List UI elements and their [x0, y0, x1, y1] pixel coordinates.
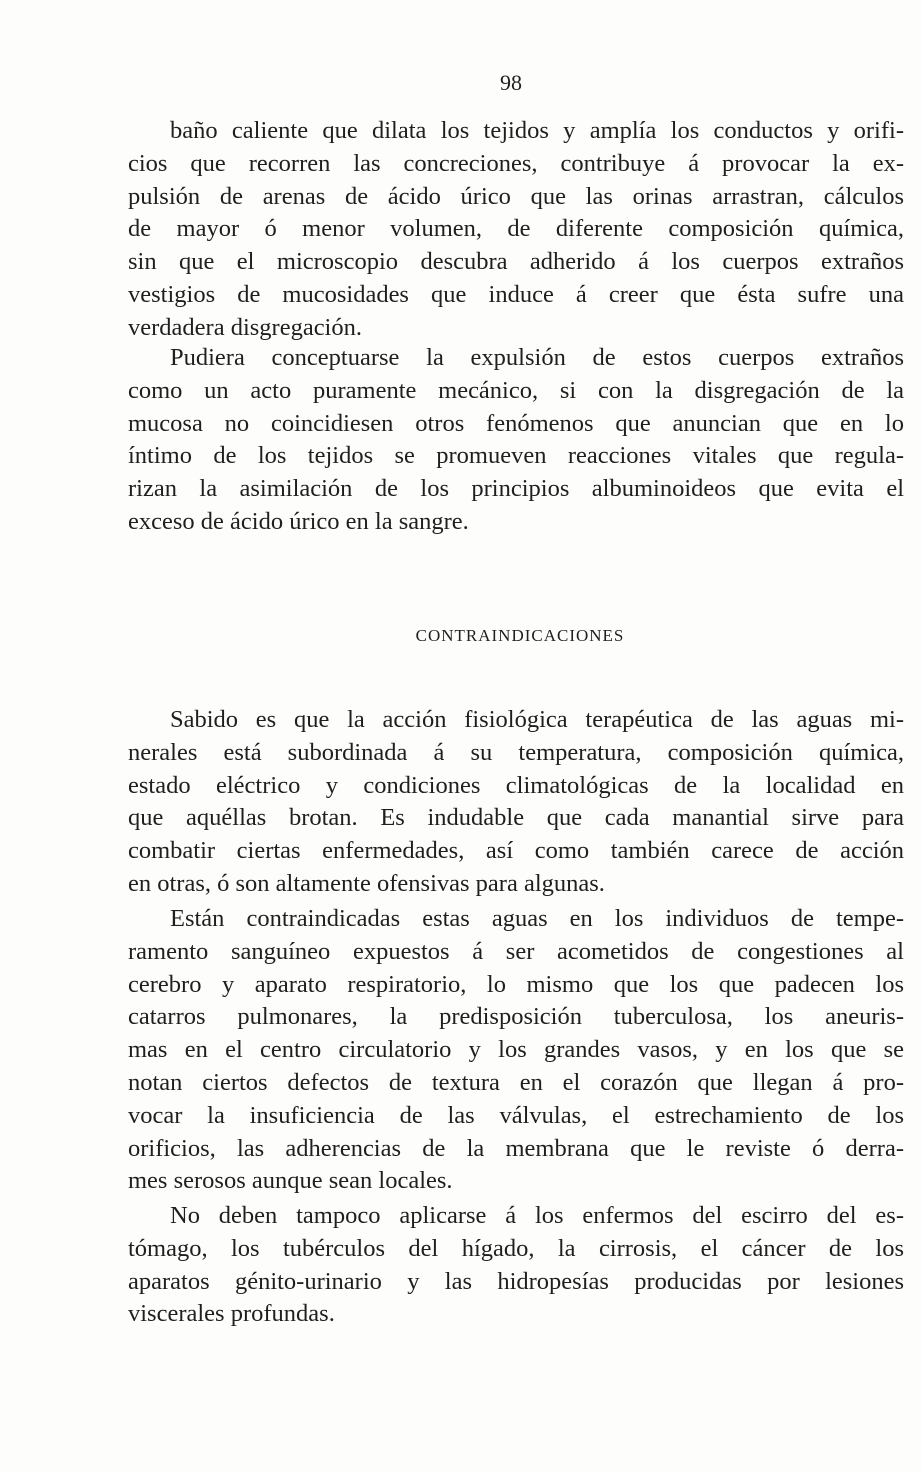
text-line: aparatos génito-urinario y las hidropesías producidas por lesiones [128, 1267, 904, 1295]
text-line: combatir ciertas enfermedades, así como también carece de acción [128, 837, 904, 865]
text-line: íntimo de los tejidos se promueven reacciones vitales que regula- [128, 442, 904, 470]
text-line: Sabido es que la acción fisiológica terapéutica de las aguas mi- [170, 706, 904, 733]
text-line: mas en el centro circulatorio y los grandes vasos, y en los que se [128, 1036, 904, 1064]
page-number: 98 [500, 70, 522, 95]
text-line: estado eléctrico y condiciones climatológicas de la localidad en [128, 771, 904, 799]
text-line: No deben tampoco aplicarse á los enfermos del escirro del es- [170, 1202, 904, 1229]
text-line: vocar la insuficiencia de las válvulas, el estrechamiento de los [128, 1101, 904, 1129]
text-line: mucosa no coincidiesen otros fenómenos que anuncian que en lo [128, 409, 904, 437]
text-line: catarros pulmonares, la predisposición tuberculosa, los aneuris- [128, 1003, 904, 1031]
text-line: que aquéllas brotan. Es indudable que cada manantial sirve para [128, 804, 904, 832]
text-line: sin que el microscopio descubra adherido á los cuerpos extraños [128, 248, 904, 276]
text-line: exceso de ácido úrico en la sangre. [128, 508, 469, 535]
text-line: pulsión de arenas de ácido úrico que las orinas arrastran, cálculos [128, 182, 904, 210]
text-line: nerales está subordinada á su temperatura, composición química, [128, 738, 904, 766]
text-line: como un acto puramente mecánico, si con la disgregación de la [128, 376, 904, 404]
text-line: rizan la asimilación de los principios albuminoideos que evita el [128, 475, 904, 503]
text-line: mes serosos aunque sean locales. [128, 1167, 453, 1195]
text-line: notan ciertos defectos de textura en el corazón que llegan á pro- [128, 1069, 904, 1096]
text-line: verdadera disgregación. [128, 313, 362, 341]
text-line: ramento sanguíneo expuestos á ser acometidos de congestiones al [128, 937, 904, 965]
text-line: de mayor ó menor volumen, de diferente composición química, [128, 215, 904, 243]
text-line: vestigios de mucosidades que induce á creer que ésta sufre una [128, 281, 904, 308]
text-line: baño caliente que dilata los tejidos y amplía los conductos y orifi- [170, 117, 904, 144]
text-line: Están contraindicadas estas aguas en los individuos de tempe- [170, 905, 904, 932]
text-line: en otras, ó son altamente ofensivas para algunas. [128, 870, 605, 897]
text-line: viscerales profundas. [128, 1300, 335, 1328]
text-line: orificios, las adherencias de la membrana que le reviste ó derra- [128, 1134, 904, 1162]
text-line: tómago, los tubérculos del hígado, la cirrosis, el cáncer de los [128, 1234, 904, 1262]
text-line: cios que recorren las concreciones, contribuye á provocar la ex- [128, 149, 904, 177]
text-line: Pudiera conceptuarse la expulsión de estos cuerpos extraños [170, 344, 904, 371]
text-line: cerebro y aparato respiratorio, lo mismo que los que padecen los [128, 970, 904, 998]
section-heading: CONTRAINDICACIONES [415, 626, 625, 645]
